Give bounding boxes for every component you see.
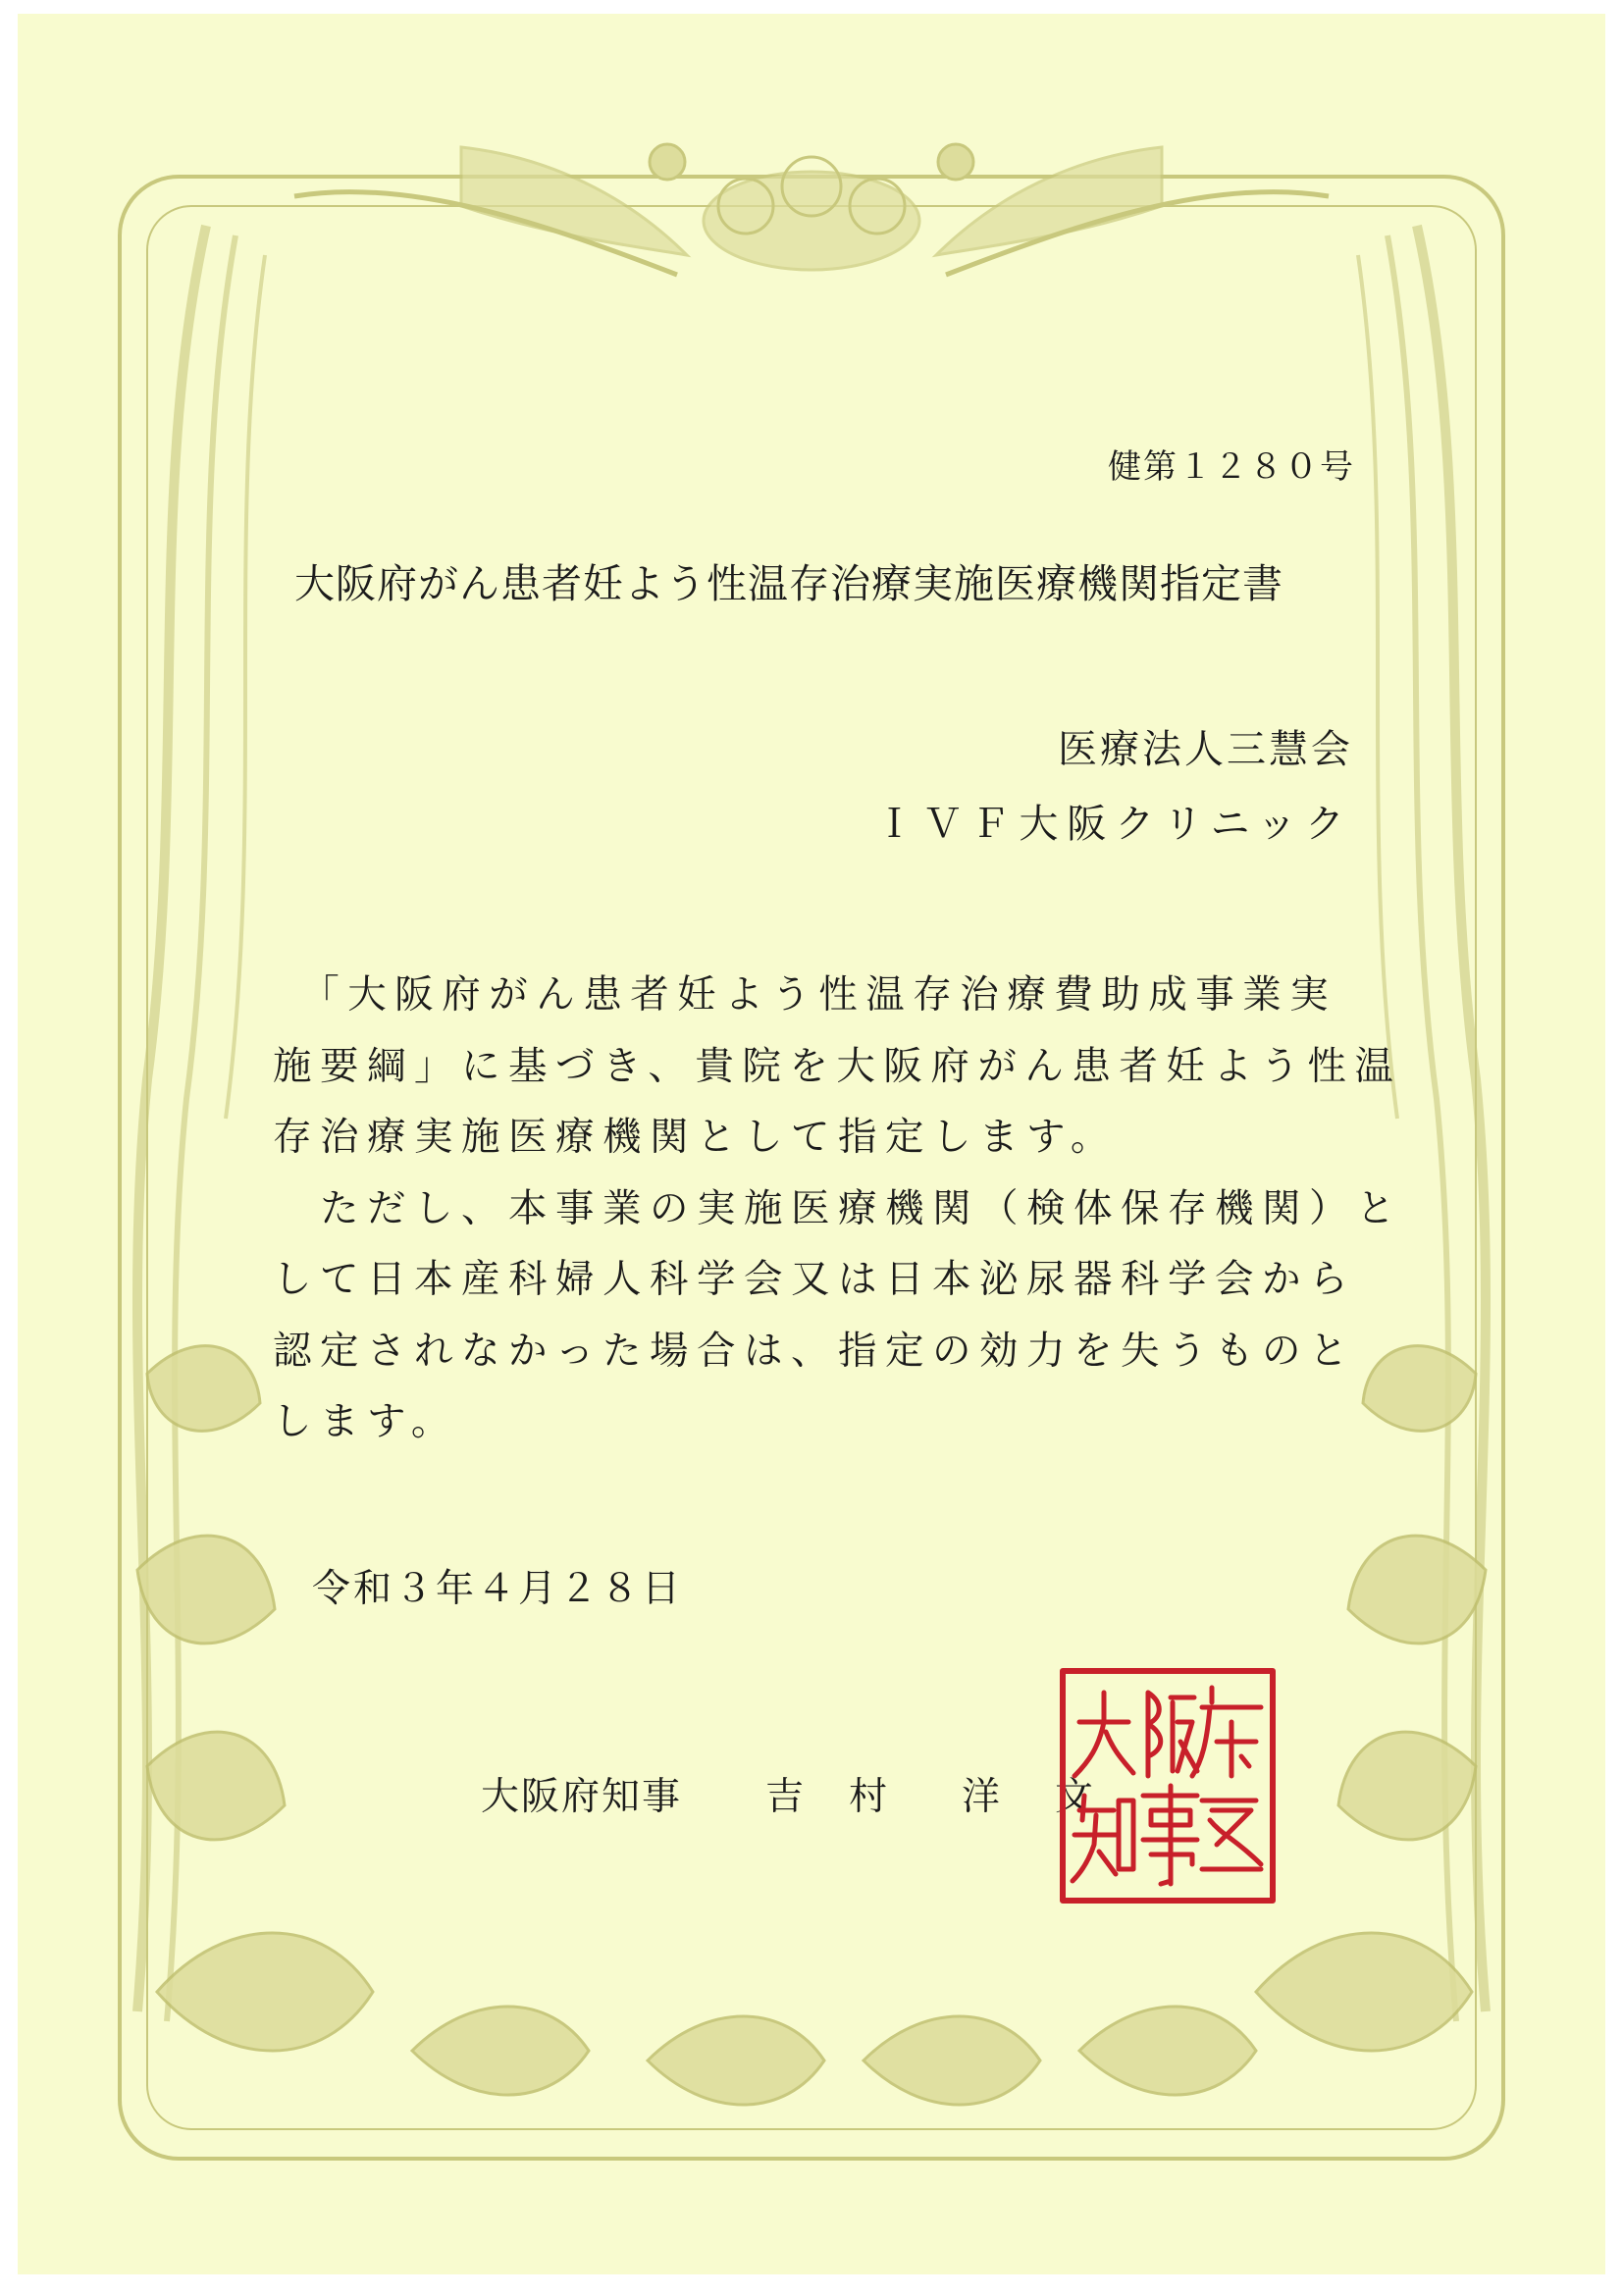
recipient-corporation: 医療法人三慧会: [1058, 727, 1353, 772]
issuer-title: 大阪府知事: [481, 1775, 683, 1819]
body-line: して日本産科婦人科学会又は日本泌尿器科学会から: [273, 1257, 1356, 1302]
body-line: 「大阪府がん患者妊よう性温存治療費助成事業実: [273, 972, 1337, 1018]
body-line: 施要綱」に基づき、貴院を大阪府がん患者妊よう性温: [273, 1043, 1402, 1089]
body-line: ただし、本事業の実施医療機関（検体保存機関）と: [273, 1185, 1403, 1231]
issuer-name-char: 洋: [962, 1775, 1001, 1819]
document-title: 大阪府がん患者妊よう性温存治療実施医療機関指定書: [294, 560, 1283, 607]
body-text: [273, 960, 1403, 1458]
issuer-name-char: 吉: [765, 1775, 805, 1819]
recipient-clinic: ＩＶＦ大阪クリニック: [874, 802, 1353, 847]
body-line: 認定されなかった場合は、指定の効力を失うものと: [273, 1328, 1356, 1374]
issuer-name-char: 文: [1055, 1775, 1094, 1819]
body-line: 存治療実施医療機関として指定します。: [273, 1115, 1118, 1160]
body-line: します。: [273, 1399, 458, 1444]
issuer-name-char: 村: [849, 1775, 888, 1819]
official-seal-icon: [1055, 1663, 1281, 1908]
issue-date: 令和３年４月２８日: [312, 1567, 684, 1611]
document-number: 健第１２８０号: [1108, 447, 1355, 487]
